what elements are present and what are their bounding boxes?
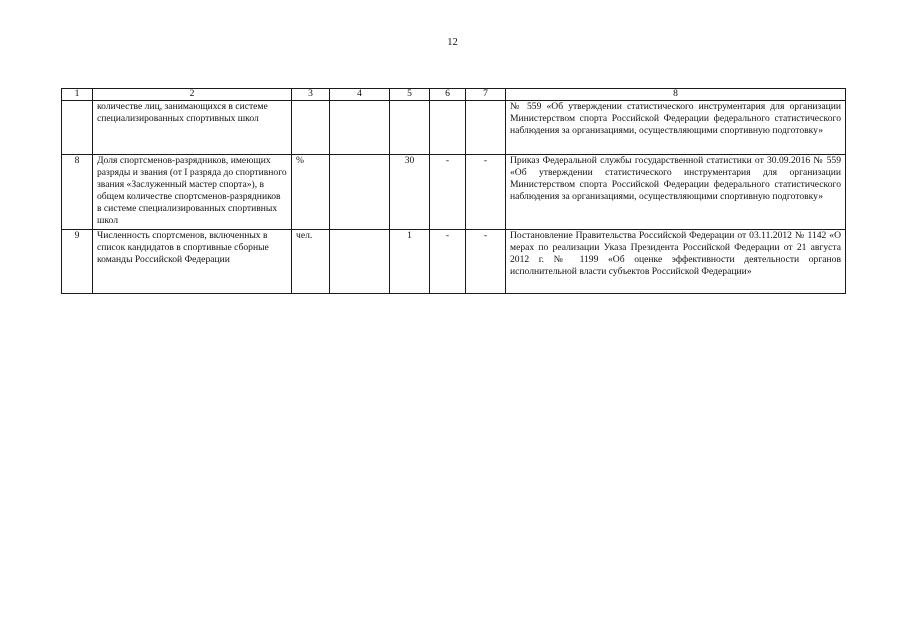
column-header: 2 bbox=[93, 89, 292, 101]
indicator-name-cell: количестве лиц, занимающихся в системе специализированных спортивных школ bbox=[93, 101, 292, 155]
table-row bbox=[62, 155, 846, 230]
unit-cell: чел. bbox=[292, 230, 330, 294]
column-6-cell bbox=[430, 101, 466, 155]
indicator-name-cell: Численность спортсменов, включенных в список кандидатов в спортивные сборные команды Российской Федерации bbox=[93, 230, 292, 294]
column-7-cell bbox=[466, 101, 506, 155]
column-header: 6 bbox=[430, 89, 466, 101]
column-7-cell: - bbox=[466, 230, 506, 294]
indicators-table bbox=[61, 88, 846, 294]
column-header: 4 bbox=[330, 89, 390, 101]
column-5-cell bbox=[390, 101, 430, 155]
column-number-row bbox=[62, 89, 846, 101]
column-4-cell bbox=[330, 230, 390, 294]
unit-cell: % bbox=[292, 155, 330, 230]
table-row bbox=[62, 230, 846, 294]
column-header: 1 bbox=[62, 89, 93, 101]
column-5-cell: 1 bbox=[390, 230, 430, 294]
indicator-name-cell: Доля спортсменов-разрядников, имеющих разряды и звания (от I разряда до спортивного звания «Заслуженный мастер спорта»), в общем количестве спортсменов-разрядников в системе специализированных спортивных школ bbox=[93, 155, 292, 230]
source-document-cell: Постановление Правительства Российской Федерации от 03.11.2012 № 1142 «О мерах по реализации Указа Президента Российской Федерации от 21 августа 2012 г. № 1199 «Об оценке эффективности деятельности органов исполнительной власти субъектов Российской Федерации» bbox=[506, 230, 846, 294]
row-number-cell: 8 bbox=[62, 155, 93, 230]
column-header: 7 bbox=[466, 89, 506, 101]
row-number-cell: 9 bbox=[62, 230, 93, 294]
table-row bbox=[62, 101, 846, 155]
column-header: 8 bbox=[506, 89, 846, 101]
source-document-cell: Приказ Федеральной службы государственной статистики от 30.09.2016 № 559 «Об утверждении статистического инструментария для организации Министерством спорта Российской Федерации федерального статистического наблюдения за организациями, осуществляющими спортивную подготовку» bbox=[506, 155, 846, 230]
column-header: 5 bbox=[390, 89, 430, 101]
column-6-cell: - bbox=[430, 155, 466, 230]
column-6-cell: - bbox=[430, 230, 466, 294]
unit-cell bbox=[292, 101, 330, 155]
row-number-cell bbox=[62, 101, 93, 155]
column-4-cell bbox=[330, 101, 390, 155]
column-header: 3 bbox=[292, 89, 330, 101]
column-7-cell: - bbox=[466, 155, 506, 230]
column-4-cell bbox=[330, 155, 390, 230]
page-number: 12 bbox=[447, 37, 458, 48]
source-document-cell: № 559 «Об утверждении статистического инструментария для организации Министерством спорта Российской Федерации федерального статистического наблюдения за организациями, осуществляющими спортивную подготовку» bbox=[506, 101, 846, 155]
column-5-cell: 30 bbox=[390, 155, 430, 230]
